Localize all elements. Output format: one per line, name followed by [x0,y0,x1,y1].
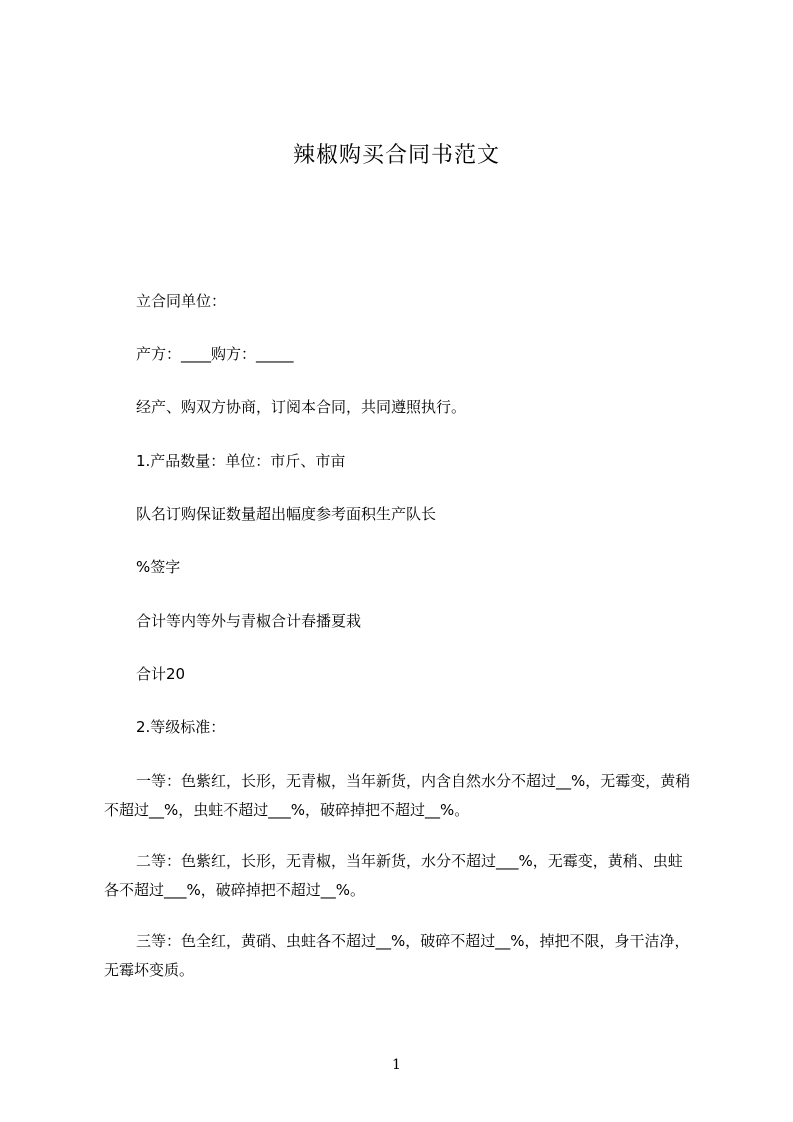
paragraph-signature: %签字 [136,558,181,576]
paragraph-grade-standard: 2.等级标准： [136,718,226,736]
paragraph-table-header: 队名订购保证数量超出幅度参考面积生产队长 [136,505,437,523]
paragraph-producer-buyer: 产方：____购方：_____ [136,345,294,363]
paragraph-total: 合计20 [136,665,186,683]
paragraph-agreement: 经产、购双方协商，订阅本合同，共同遵照执行。 [136,398,467,416]
paragraph-third-grade: 三等：色全红，黄硝、虫蛀各不超过__%，破碎不超过__%，掉把不限，身干洁净，无霉坏变质。 [104,932,690,979]
paragraph-grade-columns: 合计等内等外与青椒合计春播夏栽 [136,612,362,630]
paragraph-second-grade: 二等：色紫红，长形，无青椒，当年新货，水分不超过___%，无霉变，黄稍、虫蛀各不超过___%，破碎掉把不超过__%。 [104,852,683,899]
page-title: 辣椒购买合同书范文 [292,143,500,168]
paragraph-product-quantity: 1.产品数量：单位：市斤、市亩 [136,452,346,470]
paragraph-contract-parties: 立合同单位： [136,292,227,310]
page-number: 1 [392,1057,401,1073]
paragraph-first-grade: 一等：色紫红，长形，无青椒，当年新货，内含自然水分不超过__%，无霉变，黄稍不超过__%，虫蛀不超过___%，破碎掉把不超过__%。 [104,772,691,819]
